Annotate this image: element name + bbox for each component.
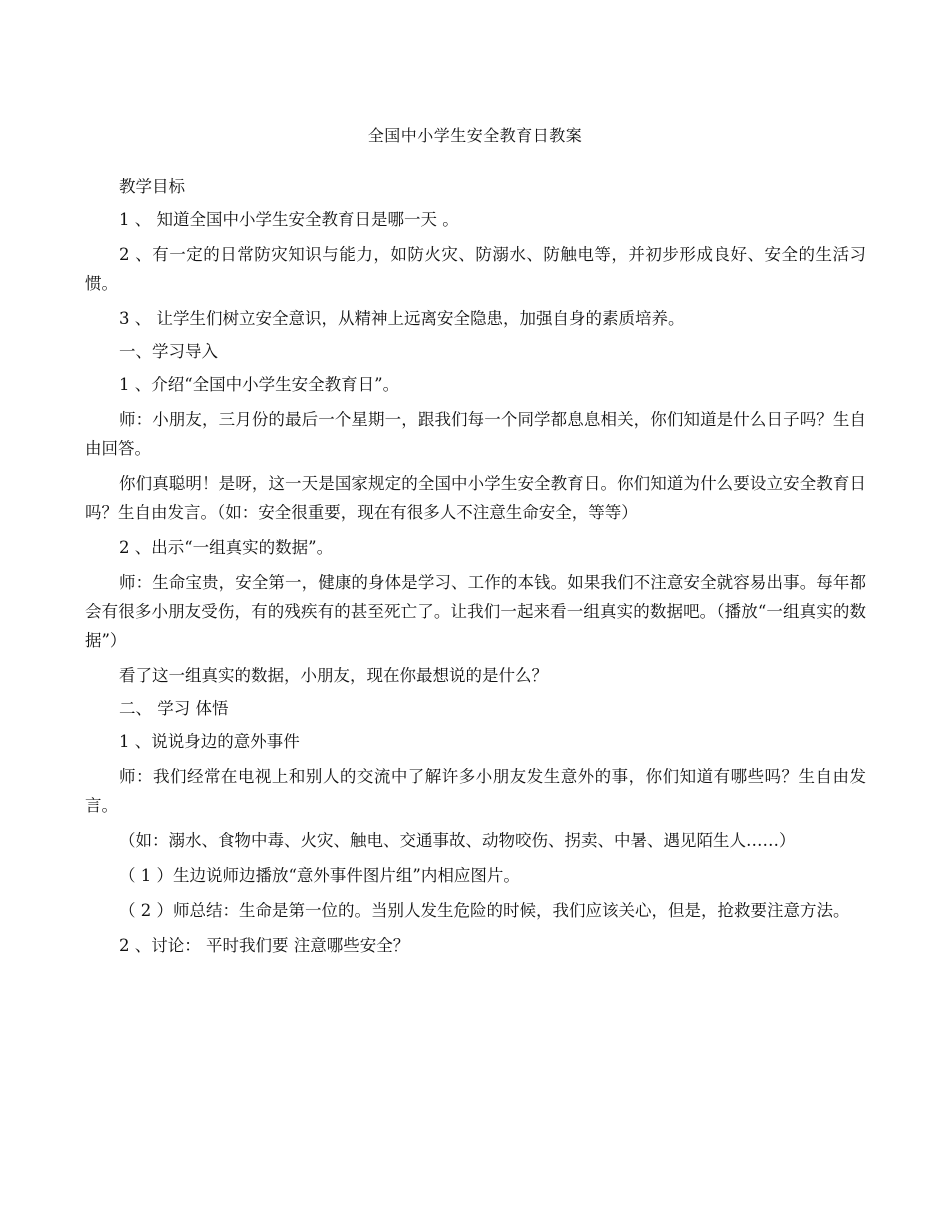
reflection-step-1: （ 1 ）生边说师边播放“意外事件图片组”内相应图片。 xyxy=(119,866,520,885)
teacher-dialogue-2: 你们真聪明！是呀，这一天是国家规定的全国中小学生安全教育日。你们知道为什么要设立安全教育日吗？生自由发言。（如：安全很重要，现在有很多人不注意生命安全，等等） xyxy=(85,474,866,522)
section-heading-introduction: 一、学习导入 xyxy=(119,342,218,361)
goal-item-3: 3 、 让学生们树立安全意识，从精神上远离安全隐患，加强自身的素质培养。 xyxy=(119,309,685,328)
teacher-dialogue-3: 师：生命宝贵，安全第一，健康的身体是学习、工作的本钱。如果我们不注意安全就容易出事。每年都会有很多小朋友受伤，有的残疾有的甚至死亡了。让我们一起来看一组真实的数据吧。（播放“一组真实的数据”） xyxy=(85,573,866,650)
section-heading-learning-reflection: 二、 学习 体悟 xyxy=(119,699,229,718)
reflection-step-2: （ 2 ）师总结：生命是第一位的。当别人发生危险的时候，我们应该关心，但是，抢救要注意方法。 xyxy=(119,901,850,920)
document-title: 全国中小学生安全教育日教案 xyxy=(367,126,583,145)
goal-item-1: 1 、 知道全国中小学生安全教育日是哪一天 。 xyxy=(119,210,459,229)
reflection-item-1: 1 、说说身边的意外事件 xyxy=(119,732,300,751)
intro-item-1: 1 、介绍“全国中小学生安全教育日”。 xyxy=(119,375,400,394)
discussion-item: 2 、讨论： 平时我们要 注意哪些安全？ xyxy=(119,936,410,955)
goal-item-2: 2 、有一定的日常防灾知识与能力，如防火灾、防溺水、防触电等，并初步形成良好、安全的生活习惯。 xyxy=(85,245,866,293)
teacher-dialogue-1: 师：小朋友，三月份的最后一个星期一，跟我们每一个同学都息息相关，你们知道是什么日子吗？生自由回答。 xyxy=(85,410,866,458)
teacher-dialogue-4: 师：我们经常在电视上和别人的交流中了解许多小朋友发生意外的事，你们知道有哪些吗？生自由发言。 xyxy=(85,767,866,815)
teacher-question: 看了这一组真实的数据，小朋友，现在你最想说的是什么？ xyxy=(119,666,548,685)
document-body xyxy=(85,172,866,960)
examples-list: （如：溺水、食物中毒、火灾、触电、交通事故、动物咬伤、拐卖、中暑、遇见陌生人……） xyxy=(119,831,796,850)
intro-item-2: 2 、出示“一组真实的数据”。 xyxy=(119,538,334,557)
section-heading-teaching-goals: 教学目标 xyxy=(119,177,185,196)
